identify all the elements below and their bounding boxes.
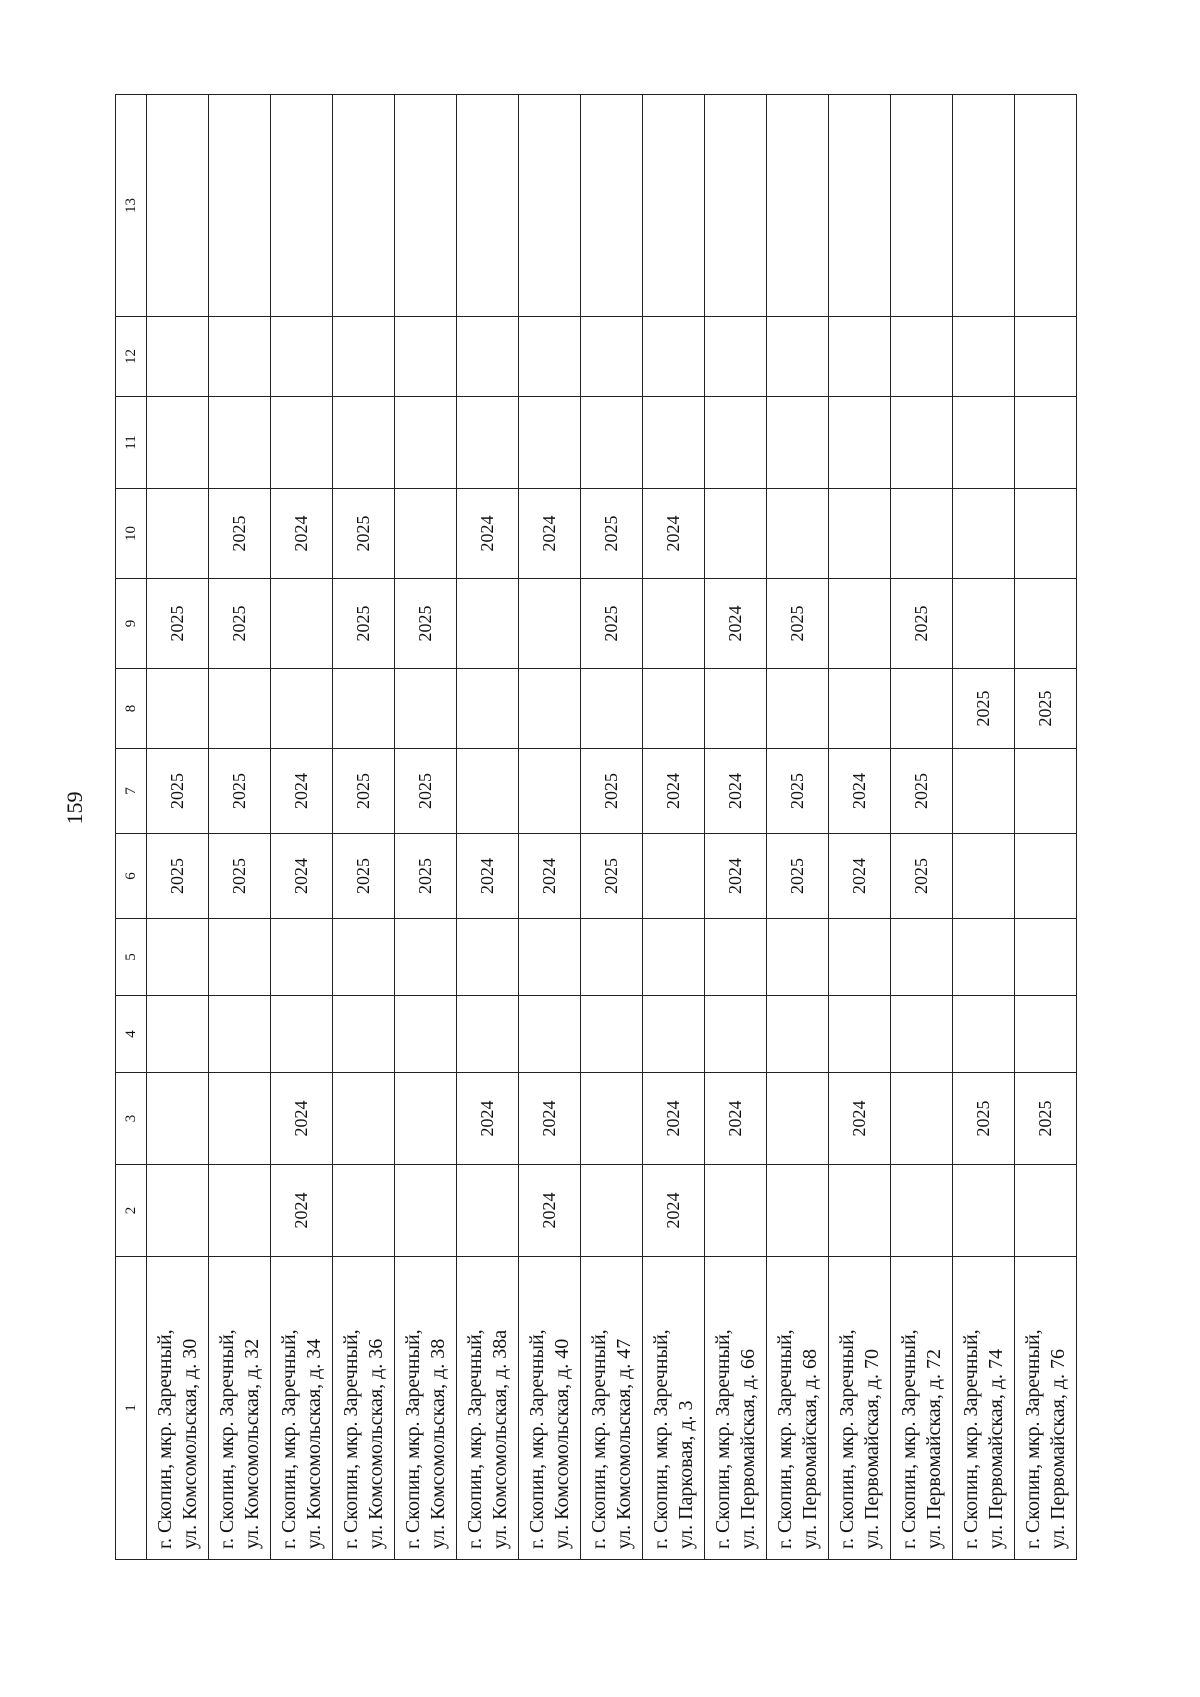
address-line: г. Скопин, мкр. Заречный, [525,1329,548,1549]
address-line: г. Скопин, мкр. Заречный, [1021,1329,1044,1549]
year-cell-col-2 [147,1165,209,1257]
column-header-6: 6 [116,834,147,919]
year-cell-col-11 [581,397,643,489]
year-cell-col-5 [147,919,209,996]
year-cell-col-10: 2024 [271,489,333,579]
year-cell-col-6: 2025 [333,834,395,919]
column-header-5: 5 [116,919,147,996]
address-line: г. Скопин, мкр. Заречный, [463,1329,486,1549]
year-cell-col-12 [829,317,891,397]
address-cell [209,1257,271,1560]
year-cell-col-4 [333,996,395,1073]
year-cell-col-2 [457,1165,519,1257]
year-cell-col-7 [519,749,581,834]
address-cell [891,1257,953,1560]
address-cell [395,1257,457,1560]
year-cell-col-3: 2025 [1015,1073,1077,1165]
address-cell [271,1257,333,1560]
year-cell-col-12 [953,317,1015,397]
year-cell-col-5 [767,919,829,996]
table-row [209,95,271,1560]
address-line: г. Скопин, мкр. Заречный, [649,1329,672,1549]
address-cell [767,1257,829,1560]
column-header-1: 1 [116,1257,147,1560]
year-cell-col-5 [953,919,1015,996]
table-row [147,95,209,1560]
address-line: ул. Комсомольская, д. 30 [178,1338,201,1549]
year-cell-col-3 [891,1073,953,1165]
year-cell-col-7 [953,749,1015,834]
year-cell-col-8 [271,669,333,749]
year-cell-col-4 [767,996,829,1073]
year-cell-col-3 [395,1073,457,1165]
year-cell-col-7: 2025 [581,749,643,834]
year-cell-col-6: 2025 [395,834,457,919]
year-cell-col-5 [395,919,457,996]
year-cell-col-13 [1015,95,1077,317]
year-cell-col-3: 2024 [271,1073,333,1165]
year-cell-col-7: 2025 [147,749,209,834]
table-row [395,95,457,1560]
year-cell-col-9 [457,579,519,669]
year-cell-col-8 [457,669,519,749]
year-cell-col-10 [767,489,829,579]
year-cell-col-12 [395,317,457,397]
year-cell-col-9: 2024 [705,579,767,669]
table-row [891,95,953,1560]
year-cell-col-4 [1015,996,1077,1073]
year-cell-col-6 [643,834,705,919]
year-cell-col-3 [147,1073,209,1165]
year-cell-col-3: 2024 [705,1073,767,1165]
year-cell-col-9: 2025 [581,579,643,669]
year-cell-col-2 [767,1165,829,1257]
year-cell-col-12 [519,317,581,397]
year-cell-col-9: 2025 [767,579,829,669]
year-cell-col-5 [209,919,271,996]
year-cell-col-9: 2025 [209,579,271,669]
year-cell-col-13 [829,95,891,317]
year-cell-col-4 [829,996,891,1073]
year-cell-col-10: 2024 [643,489,705,579]
address-cell [829,1257,891,1560]
year-cell-col-12 [1015,317,1077,397]
table-row [705,95,767,1560]
year-cell-col-10 [705,489,767,579]
address-line: ул. Комсомольская, д. 34 [302,1338,325,1549]
year-cell-col-3 [767,1073,829,1165]
table-row [1015,95,1077,1560]
year-cell-col-5 [705,919,767,996]
year-cell-col-8: 2025 [953,669,1015,749]
year-cell-col-8: 2025 [1015,669,1077,749]
table-row [953,95,1015,1560]
year-cell-col-4 [581,996,643,1073]
year-cell-col-13 [271,95,333,317]
year-cell-col-13 [457,95,519,317]
year-cell-col-6: 2025 [209,834,271,919]
year-cell-col-12 [147,317,209,397]
column-header-11: 11 [116,397,147,489]
year-cell-col-3: 2024 [519,1073,581,1165]
year-cell-col-13 [643,95,705,317]
address-line: ул. Первомайская, д. 74 [984,1349,1007,1549]
header-row [116,95,147,1560]
address-line: г. Скопин, мкр. Заречный, [587,1329,610,1549]
year-cell-col-13 [395,95,457,317]
year-cell-col-7: 2024 [271,749,333,834]
year-cell-col-7: 2025 [333,749,395,834]
year-cell-col-11 [1015,397,1077,489]
year-cell-col-13 [519,95,581,317]
address-line: г. Скопин, мкр. Заречный, [959,1329,982,1549]
address-cell [1015,1257,1077,1560]
rotated-table-container [115,95,1075,1560]
address-line: ул. Первомайская, д. 72 [922,1349,945,1549]
year-cell-col-11 [829,397,891,489]
year-cell-col-6: 2025 [891,834,953,919]
table-row [457,95,519,1560]
address-cell [519,1257,581,1560]
address-line: ул. Комсомольская, д. 38 [426,1338,449,1549]
year-cell-col-2 [953,1165,1015,1257]
year-cell-col-8 [519,669,581,749]
year-cell-col-3 [581,1073,643,1165]
year-cell-col-2: 2024 [643,1165,705,1257]
year-cell-col-2 [333,1165,395,1257]
year-cell-col-8 [891,669,953,749]
address-line: ул. Парковая, д. 3 [674,1400,697,1549]
column-header-13: 13 [116,95,147,317]
year-cell-col-8 [829,669,891,749]
year-cell-col-10 [891,489,953,579]
year-cell-col-7 [1015,749,1077,834]
year-cell-col-11 [209,397,271,489]
address-line: г. Скопин, мкр. Заречный, [215,1329,238,1549]
year-cell-col-11 [271,397,333,489]
year-cell-col-11 [457,397,519,489]
year-cell-col-10 [395,489,457,579]
year-cell-col-6: 2024 [705,834,767,919]
table-row [643,95,705,1560]
year-cell-col-8 [395,669,457,749]
year-cell-col-11 [519,397,581,489]
year-cell-col-2 [209,1165,271,1257]
year-cell-col-4 [705,996,767,1073]
address-cell [457,1257,519,1560]
year-cell-col-11 [891,397,953,489]
address-line: ул. Комсомольская, д. 38а [488,1329,511,1549]
address-line: г. Скопин, мкр. Заречный, [153,1329,176,1549]
year-cell-col-10 [829,489,891,579]
year-cell-col-4 [457,996,519,1073]
address-line: г. Скопин, мкр. Заречный, [711,1329,734,1549]
year-cell-col-12 [705,317,767,397]
year-cell-col-9 [953,579,1015,669]
year-cell-col-4 [395,996,457,1073]
year-cell-col-10 [953,489,1015,579]
year-cell-col-12 [891,317,953,397]
page-number: 159 [62,791,87,825]
year-cell-col-5 [891,919,953,996]
year-cell-col-8 [209,669,271,749]
year-cell-col-5 [457,919,519,996]
address-line: ул. Комсомольская, д. 40 [550,1338,573,1549]
year-cell-col-6: 2025 [147,834,209,919]
year-cell-col-13 [333,95,395,317]
year-cell-col-3 [209,1073,271,1165]
address-line: г. Скопин, мкр. Заречный, [339,1329,362,1549]
year-cell-col-12 [271,317,333,397]
year-cell-col-11 [147,397,209,489]
year-cell-col-9 [519,579,581,669]
column-header-7: 7 [116,749,147,834]
address-line: ул. Первомайская, д. 70 [860,1349,883,1549]
column-header-12: 12 [116,317,147,397]
year-cell-col-4 [209,996,271,1073]
year-cell-col-12 [457,317,519,397]
year-cell-col-6 [1015,834,1077,919]
year-cell-col-10: 2024 [519,489,581,579]
year-cell-col-4 [519,996,581,1073]
year-cell-col-2: 2024 [271,1165,333,1257]
year-cell-col-2 [829,1165,891,1257]
year-cell-col-10: 2025 [333,489,395,579]
column-header-8: 8 [116,669,147,749]
column-header-2: 2 [116,1165,147,1257]
year-cell-col-9: 2025 [333,579,395,669]
year-cell-col-6: 2024 [519,834,581,919]
year-cell-col-5 [829,919,891,996]
address-cell [705,1257,767,1560]
year-cell-col-13 [147,95,209,317]
year-cell-col-7: 2025 [891,749,953,834]
address-line: ул. Первомайская, д. 66 [736,1349,759,1549]
year-cell-col-2 [395,1165,457,1257]
year-cell-col-4 [891,996,953,1073]
year-cell-col-12 [767,317,829,397]
column-header-3: 3 [116,1073,147,1165]
schedule-table [115,94,1077,1560]
year-cell-col-8 [767,669,829,749]
table-body [147,95,1077,1560]
address-line: г. Скопин, мкр. Заречный, [277,1329,300,1549]
table-row [581,95,643,1560]
year-cell-col-13 [209,95,271,317]
address-line: г. Скопин, мкр. Заречный, [835,1329,858,1549]
year-cell-col-5 [581,919,643,996]
year-cell-col-7: 2025 [209,749,271,834]
year-cell-col-3 [333,1073,395,1165]
year-cell-col-11 [643,397,705,489]
year-cell-col-11 [767,397,829,489]
year-cell-col-8 [643,669,705,749]
year-cell-col-9 [1015,579,1077,669]
year-cell-col-6: 2025 [767,834,829,919]
year-cell-col-3: 2025 [953,1073,1015,1165]
year-cell-col-12 [643,317,705,397]
year-cell-col-3: 2024 [829,1073,891,1165]
year-cell-col-6 [953,834,1015,919]
year-cell-col-13 [767,95,829,317]
address-cell [581,1257,643,1560]
year-cell-col-9 [271,579,333,669]
year-cell-col-8 [333,669,395,749]
address-line: ул. Комсомольская, д. 36 [364,1338,387,1549]
year-cell-col-8 [581,669,643,749]
year-cell-col-7: 2024 [829,749,891,834]
address-line: г. Скопин, мкр. Заречный, [897,1329,920,1549]
address-line: ул. Первомайская, д. 68 [798,1349,821,1549]
address-line: ул. Комсомольская, д. 32 [240,1338,263,1549]
year-cell-col-4 [271,996,333,1073]
year-cell-col-6: 2024 [457,834,519,919]
column-header-4: 4 [116,996,147,1073]
year-cell-col-10 [147,489,209,579]
table-row [271,95,333,1560]
address-cell [147,1257,209,1560]
year-cell-col-10: 2025 [581,489,643,579]
year-cell-col-9: 2025 [395,579,457,669]
year-cell-col-13 [705,95,767,317]
table-row [333,95,395,1560]
year-cell-col-7: 2025 [767,749,829,834]
year-cell-col-2 [1015,1165,1077,1257]
year-cell-col-5 [643,919,705,996]
address-cell [643,1257,705,1560]
year-cell-col-9: 2025 [891,579,953,669]
year-cell-col-12 [333,317,395,397]
year-cell-col-11 [395,397,457,489]
year-cell-col-2: 2024 [519,1165,581,1257]
year-cell-col-9: 2025 [147,579,209,669]
year-cell-col-4 [953,996,1015,1073]
address-line: г. Скопин, мкр. Заречный, [773,1329,796,1549]
year-cell-col-10: 2024 [457,489,519,579]
address-line: ул. Комсомольская, д. 47 [612,1338,635,1549]
column-header-10: 10 [116,489,147,579]
table-row [519,95,581,1560]
year-cell-col-11 [953,397,1015,489]
year-cell-col-8 [147,669,209,749]
year-cell-col-7: 2024 [705,749,767,834]
year-cell-col-4 [643,996,705,1073]
year-cell-col-6: 2024 [829,834,891,919]
year-cell-col-13 [581,95,643,317]
year-cell-col-9 [829,579,891,669]
address-line: ул. Первомайская, д. 76 [1046,1349,1069,1549]
year-cell-col-2 [705,1165,767,1257]
year-cell-col-6: 2025 [581,834,643,919]
year-cell-col-11 [333,397,395,489]
table-row [829,95,891,1560]
year-cell-col-12 [581,317,643,397]
year-cell-col-3: 2024 [643,1073,705,1165]
year-cell-col-2 [581,1165,643,1257]
address-cell [333,1257,395,1560]
year-cell-col-13 [891,95,953,317]
year-cell-col-9 [643,579,705,669]
year-cell-col-8 [705,669,767,749]
year-cell-col-7 [457,749,519,834]
year-cell-col-13 [953,95,1015,317]
year-cell-col-5 [271,919,333,996]
year-cell-col-7: 2024 [643,749,705,834]
table-row [767,95,829,1560]
year-cell-col-2 [891,1165,953,1257]
year-cell-col-10: 2025 [209,489,271,579]
year-cell-col-5 [333,919,395,996]
year-cell-col-6: 2024 [271,834,333,919]
year-cell-col-5 [1015,919,1077,996]
year-cell-col-7: 2025 [395,749,457,834]
address-cell [953,1257,1015,1560]
year-cell-col-4 [147,996,209,1073]
column-header-9: 9 [116,579,147,669]
year-cell-col-12 [209,317,271,397]
year-cell-col-10 [1015,489,1077,579]
year-cell-col-3: 2024 [457,1073,519,1165]
year-cell-col-5 [519,919,581,996]
year-cell-col-11 [705,397,767,489]
address-line: г. Скопин, мкр. Заречный, [401,1329,424,1549]
